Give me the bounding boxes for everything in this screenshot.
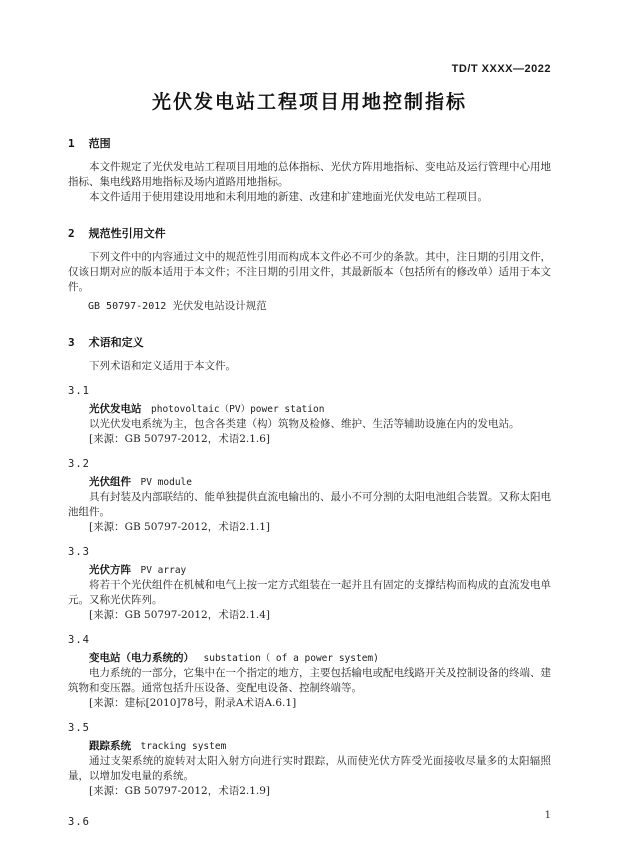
term-source: [来源：GB 50797-2012，术语2.1.4] [89, 609, 271, 621]
scope-paragraph-1: 本文件规定了光伏发电站工程项目用地的总体指标、光伏方阵用地指标、变电站及运行管理中心用地指标、集电线路用地指标及场内道路用地指标。 [68, 161, 551, 188]
section-1-number: 1 [68, 137, 75, 150]
term-name-line [68, 563, 551, 578]
term-number: 3.5 [68, 722, 90, 734]
term-name-line [68, 739, 551, 754]
section-2-title: 规范性引用文件 [88, 228, 166, 240]
term-block-3-4 [68, 633, 551, 711]
term-source: [来源：GB 50797-2012，术语2.1.1] [89, 521, 271, 533]
section-1-heading [68, 137, 551, 151]
term-source: [来源：GB 50797-2012，术语2.1.9] [89, 785, 271, 797]
term-en: photovoltaic（PV）power station [151, 404, 325, 415]
term-block-3-2 [68, 457, 551, 535]
term-zh: 光伏方阵 [89, 564, 131, 576]
reference-code: GB 50797-2012 [88, 301, 167, 312]
term-number: 3.4 [68, 634, 90, 646]
term-en: substation（ of a power system) [203, 653, 379, 664]
term-number: 3.3 [68, 546, 90, 558]
term-zh: 变电站（电力系统的） [89, 652, 194, 664]
section-2-heading [68, 227, 551, 241]
section-3-title: 术语和定义 [88, 337, 144, 349]
terms-intro: 下列术语和定义适用于本文件。 [89, 360, 236, 372]
term-name-line [68, 475, 551, 490]
term-definition: 以光伏发电系统为主，包含各类建（构）筑物及检修、维护、生活等辅助设施在内的发电站。 [89, 418, 520, 430]
term-block-3-1 [68, 384, 551, 447]
term-source: [来源：GB 50797-2012，术语2.1.6] [89, 433, 271, 445]
term-block-3-3 [68, 545, 551, 623]
term-en: PV array [140, 565, 187, 576]
section-3-heading [68, 336, 551, 350]
term-zh: 光伏发电站 [89, 403, 142, 415]
term-block-3-5 [68, 721, 551, 799]
term-zh: 跟踪系统 [89, 740, 131, 752]
term-name-line [68, 651, 551, 666]
section-1-title: 范围 [88, 138, 111, 150]
scope-paragraph-2: 本文件适用于使用建设用地和未利用地的新建、改建和扩建地面光伏发电站工程项目。 [89, 191, 488, 203]
term-name-line [68, 402, 551, 417]
section-scope [68, 137, 551, 205]
reference-entry [68, 299, 551, 314]
standard-code: TD/T XXXX—2022 [451, 63, 551, 75]
term-number: 3.2 [68, 458, 90, 470]
term-definition: 通过支架系统的旋转对太阳入射方向进行实时跟踪，从而使光伏方阵受光面接收尽量多的太阳辐照量，以增加发电量的系统。 [68, 755, 551, 782]
document-title: 光伏发电站工程项目用地控制指标 [151, 92, 467, 113]
reference-name: 光伏发电站设计规范 [172, 300, 267, 312]
term-definition: 电力系统的一部分，它集中在一个指定的地方，主要包括输电或配电线路开关及控制设备的终端、建筑物和变压器。通常包括升压设备、变配电设备、控制终端等。 [68, 667, 551, 694]
term-zh: 光伏组件 [89, 476, 131, 488]
term-number: 3.1 [68, 385, 90, 397]
section-2-number: 2 [68, 227, 75, 240]
term-en: tracking system [140, 741, 227, 752]
term-definition: 具有封装及内部联结的、能单独提供直流电输出的、最小不可分割的太阳电池组合装置。又称太阳电池组件。 [68, 491, 551, 518]
term-en: PV module [140, 477, 192, 488]
references-paragraph: 下列文件中的内容通过文中的规范性引用而构成本文件必不可少的条款。其中，注日期的引用文件，仅该日期对应的版本适用于本文件；不注日期的引用文件，其最新版本（包括所有的修改单）适用于本文件。 [68, 251, 551, 293]
term-number-3-6: 3.6 [68, 816, 90, 828]
section-terms-definitions [68, 336, 551, 830]
section-3-number: 3 [68, 336, 75, 349]
term-source: [来源：建标[2010]78号，附录A术语A.6.1] [89, 697, 297, 709]
page-number: 1 [544, 810, 551, 821]
section-normative-references [68, 227, 551, 314]
term-definition: 将若干个光伏组件在机械和电气上按一定方式组装在一起并且有固定的支撑结构而构成的直流发电单元。又称光伏阵列。 [68, 579, 551, 606]
